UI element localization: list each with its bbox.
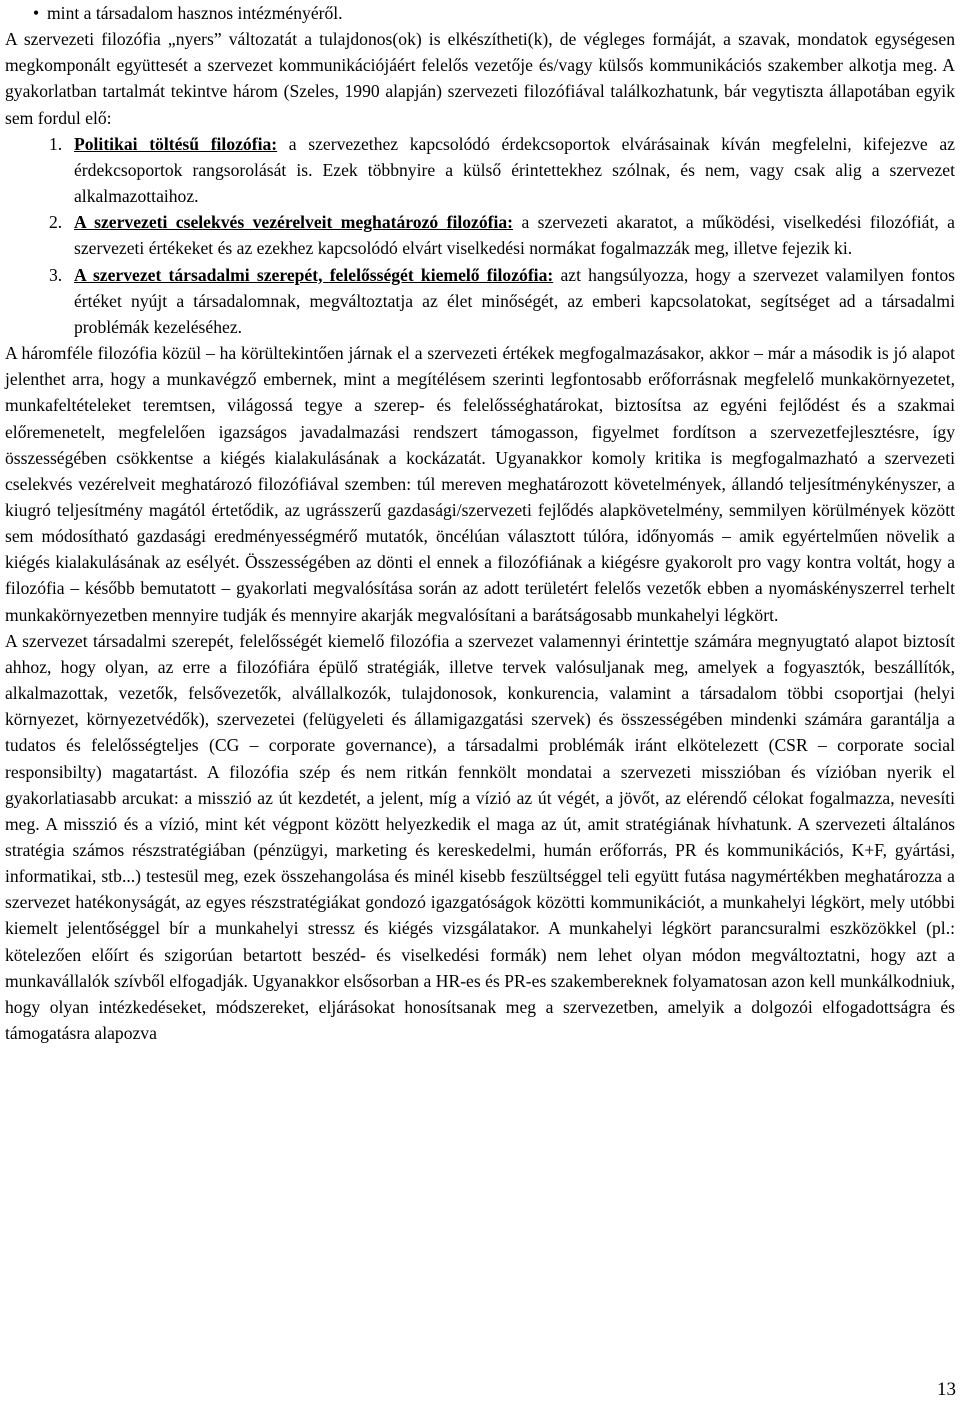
list-item-body: a szervezeti akaratot, a működési, viselkedési filozófiát, a szervezeti értékeket és az ezekhez kapcsolódó elvárt viselkedési normákat fogalmazzák meg, illetve fejezik ki. <box>74 212 955 259</box>
list-item-3 <box>5 262 955 340</box>
list-item-title: A szervezet társadalmi szerepét, felelősségét kiemelő filozófia: <box>74 264 554 285</box>
bullet-item <box>5 0 955 26</box>
list-item-1 <box>5 131 955 209</box>
list-item-body: a szervezethez kapcsolódó érdekcsoportok elvárásainak kíván megfelelni, kifejezve az érdekcsoportok rangsorolását is. Ezek többnyire a külső érintettekhez szólnak, és nem, vagy csak alig a szervezet alkalmazottaihoz. <box>74 133 955 207</box>
list-item-2 <box>5 209 955 261</box>
paragraph-comparison: A háromféle filozófia közül – ha körültekintően járnak el a szervezeti értékek megfogalmazásakor, akkor – már a második is jó alapot jelenthet arra, hogy a munkavégző embernek, mint a megítélésem szerinti legfontosabb erőforrásnak megfelelő munkakörnyezetet, munkafeltételeket teremtsen, világossá tegye a szerep- és felelősséghatárokat, biztosítsa az egyéni fejlődést és a szakmai előremenetelt, megfelelően igazságos javadalmazási rendszert támogasson, figyelmet fordítson a szervezetfejlesztésre, így összességében csökkentse a kiégés kialakulásának a kockázatát. Ugyanakkor komoly kritika is megfogalmazható a szervezeti cselekvés vezérelveit meghatározó filozófiával szemben: túl mereven meghatározott követelmények, állandó teljesítménykényszer, a kiugró teljesítmény magától értetődik, az ugrásszerű gazdasági/szervezeti fejlődés alapkövetelmény, semmilyen körülmények között sem módosítható gazdasági eredményességmérő mutatók, öncélúan választott túlóra, időnyomás – amik egyértelműen növelik a kiégés kialakulásának az esélyét. Összességében az dönti el ennek a filozófiának a kiégésre gyakorolt pro vagy kontra voltát, hogy a filozófia – később bemutatott – gyakorlati megvalósítása során az adott területért felelős vezetők ebben a nyomáskényszerrel terhelt munkakörnyezetben mennyire tudják és mennyire akarják megvalósítani a barátságosabb munkahelyi légkört. <box>5 343 955 625</box>
bullet-text: mint a társadalom hasznos intézményéről. <box>47 3 343 23</box>
list-number: 3. <box>49 264 63 285</box>
paragraph-intro: A szervezeti filozófia „nyers” változatát a tulajdonos(ok) is elkészítheti(k), de végleges formáját, a szavak, mondatok egységesen megkomponált együttesét a szervezet kommunikációjáért felelős vezetője és/vagy külsős kommunikációs szakember alkotja meg. A gyakorlatban tartalmát tekintve három (Szeles, 1990 alapján) szervezeti filozófiával találkozhatunk, bár vegytiszta állapotában egyik sem fordul elő: <box>5 29 955 128</box>
page-number: 13 <box>937 1379 956 1400</box>
list-item-title: Politikai töltésű filozófia: <box>74 133 278 154</box>
bullet-marker: • <box>33 3 40 23</box>
list-item-body: azt hangsúlyozza, hogy a szervezet valamilyen fontos értéket nyújt a társadalomnak, megváltoztatja az élet minőségét, az emberi kapcsolatokat, segítséget ad a társadalmi problémák kezeléséhez. <box>74 264 956 337</box>
paragraph-social-role: A szervezet társadalmi szerepét, felelősségét kiemelő filozófia a szervezet valamennyi érintettje számára megnyugtató alapot biztosít ahhoz, hogy olyan, az erre a filozófiára épülő stratégiák, illetve tervek valósuljanak meg, amelyek a fogyasztók, beszállítók, alkalmazottak, vezetők, felsővezetők, alvállalkozók, tulajdonosok, konkurencia, valamint a társadalom többi csoportjai (helyi környezet, környezetvédők), szervezetei (felügyeleti és államigazgatási szervek) és összességében mindenki számára garantálja a tudatos és felelősségteljes (CG – corporate governance), a társadalmi problémák iránt elkötelezett (CSR – corporate social responsibilty) magatartást. A filozófia szép és nem ritkán fennkölt mondatai a szervezeti misszióban és vízióban nyerik el gyakorlatiasabb arcukat: a misszió az út kezdetét, a jelent, míg a vízió az út végét, a jövőt, az elérendő célokat fogalmazza, nevesíti meg. A misszió és a vízió, mint két végpont között helyezkedik el maga az út, amit stratégiának hívhatunk. A szervezeti általános stratégia számos részstratégiában (pénzügyi, marketing és kereskedelmi, humán erőforrás, PR és kommunikációs, K+F, gyártási, informatikai, stb...) testesül meg, ezek összehangolása és minél kisebb feszültséggel teli együtt futása nagymértékben meghatározza a szervezet hatékonyságát, az egyes részstratégiákat gondozó igazgatóságok közötti kommunikációt, a munkahelyi légkört, mely utóbbi kiemelt jelentőséggel bír a munkahelyi stressz és kiégés vizsgálatakor. A munkahelyi légkört parancsuralmi eszközökkel (pl.: kötelezően előírt és szigorúan betartott beszéd- és viselkedési formák) nem lehet olyan módon megváltoztatni, hogy azt a munkavállalók szívből elfogadják. Ugyanakkor elsősorban a HR-es és PR-es szakembereknek folyamatosan azon kell munkálkodniuk, hogy olyan intézkedéseket, módszereket, eljárásokat honosítsanak meg a szervezetben, amelyik a dolgozói elfogadottságra és támogatásra alapozva <box>5 630 955 1044</box>
document-page <box>5 0 955 1046</box>
list-number: 2. <box>49 212 63 233</box>
list-number: 1. <box>49 133 63 154</box>
list-item-title: A szervezeti cselekvés vezérelveit meghatározó filozófia: <box>74 212 514 233</box>
